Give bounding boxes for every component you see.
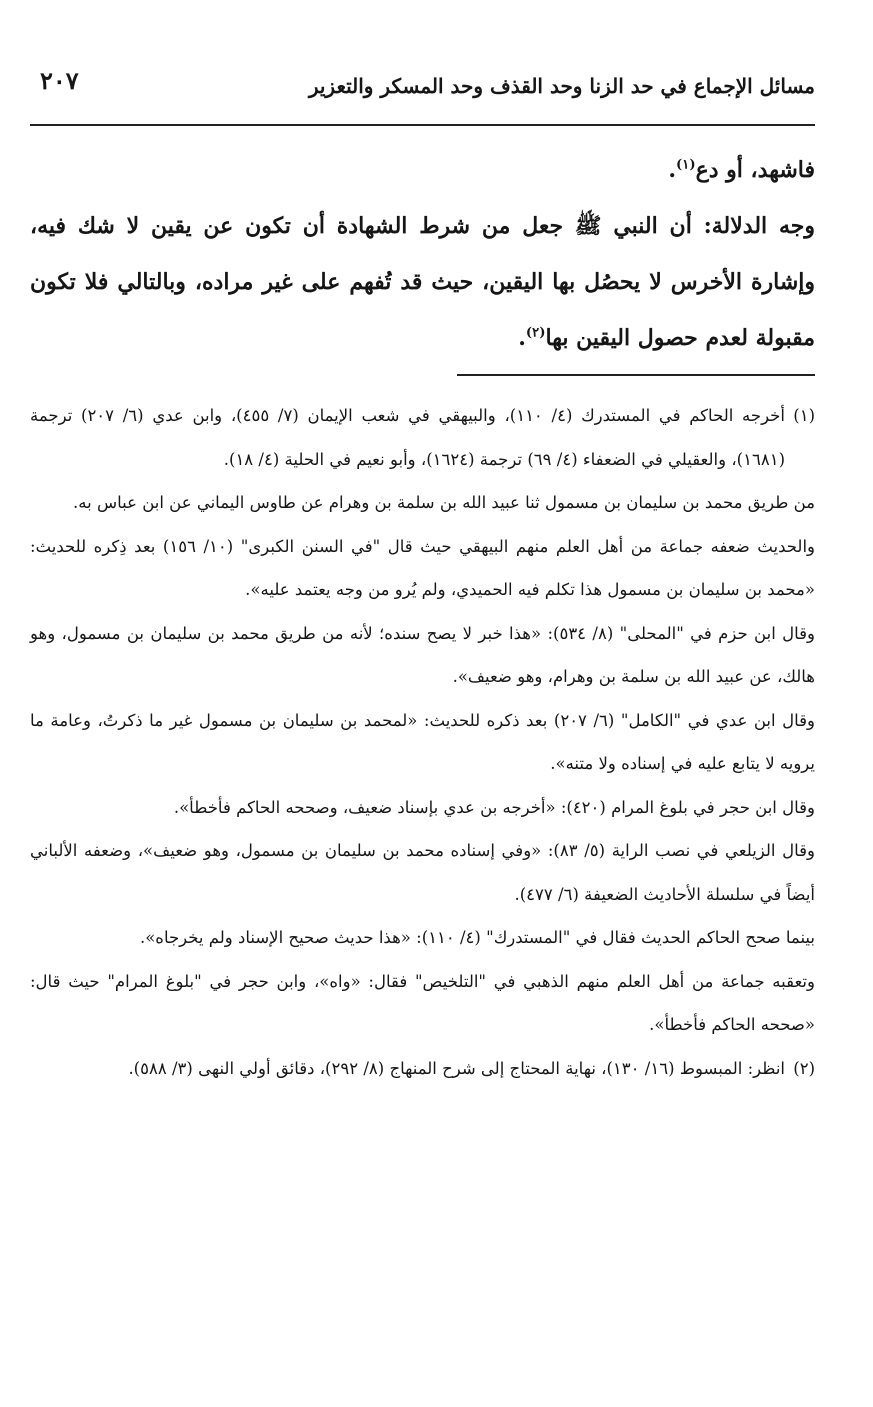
- footnotes: [30, 394, 815, 1090]
- header-divider: [30, 124, 815, 126]
- footnote-ref-1: (١): [675, 157, 696, 173]
- main-line-1-text: فاشهد، أو دع: [695, 157, 815, 183]
- header-title: مسائل الإجماع في حد الزنا وحد القذف وحد المسكر والتعزير: [308, 74, 815, 98]
- footnote-1-paragraph-9: وتعقبه جماعة من أهل العلم منهم الذهبي في "التلخيص" فقال: «واه»، وابن حجر في "بلوغ المرام" حيث قال: «صححه الحاكم فأخطأ».: [30, 971, 815, 1034]
- main-line-1: [30, 142, 815, 198]
- main-paragraph: [30, 198, 815, 366]
- evidence-end: .: [518, 325, 526, 351]
- footnote-1-paragraph-5: وقال ابن عدي في "الكامل" (٦/ ٢٠٧) بعد ذكره للحديث: «لمحمد بن سليمان بن مسمول غير ما ذكرتُ، وعامة ما يرويه لا يتابع عليه في إسناده ولا متنه».: [30, 710, 815, 773]
- footnote-ref-2: (٢): [525, 325, 546, 341]
- footnote-1-text: أخرجه الحاكم في المستدرك (٤/ ١١٠)، والبيهقي في شعب الإيمان (٧/ ٤٥٥)، وابن عدي (٦/ ٢٠٧) ترجمة (١٦٨١)، والعقيلي في الضعفاء (٤/ ٦٩) ترجمة (١٦٢٤)، وأبو نعيم في الحلية (٤/ ١٨).: [30, 406, 785, 469]
- footnote-1-paragraph-7: وقال الزيلعي في نصب الراية (٥/ ٨٣): «وفي إسناده محمد بن سليمان بن مسمول، وهو ضعيف»، وضعفه الألباني أيضاً في سلسلة الأحاديث الضعيفة (٦/ ٤٧٧).: [30, 841, 815, 904]
- footnote-1-paragraph-2: من طريق محمد بن سليمان بن مسمول ثنا عبيد الله بن سلمة بن وهرام عن طاوس اليماني عن ابن عباس به.: [73, 493, 815, 512]
- footnote-2-text: انظر: المبسوط (١٦/ ١٣٠)، نهاية المحتاج إلى شرح المنهاج (٨/ ٢٩٢)، دقائق أولي النهى (٣/ ٥٨٨).: [128, 1058, 785, 1078]
- evidence-label: وجه الدلالة:: [703, 213, 815, 239]
- running-header: [30, 62, 815, 102]
- footnote-1-paragraph-6: وقال ابن حجر في بلوغ المرام (٤٢٠): «أخرجه بن عدي بإسناد ضعيف، وصححه الحاكم فأخطأ».: [173, 797, 815, 817]
- footnote-1-paragraph-3: والحديث ضعفه جماعة من أهل العلم منهم البيهقي حيث قال "في السنن الكبرى" (١٠/ ١٥٦) بعد ذِكره للحديث: «محمد بن سليمان بن مسمول هذا تكلم فيه الحميدي، ولم يُرو من وجه يعتمد عليه».: [30, 536, 815, 599]
- footnote-1-paragraph-8: بينما صحح الحاكم الحديث فقال في "المستدرك" (٤/ ١١٠): «هذا حديث صحيح الإسناد ولم يخرجاه».: [139, 928, 815, 947]
- footnote-1: [30, 394, 815, 481]
- footnote-divider: [457, 374, 815, 376]
- evidence-text: أن النبي ﷺ جعل من شرط الشهادة أن تكون عن يقين لا شك فيه، وإشارة الأخرس لا يحصُل بها اليقين، حيث قد تُفهم على غير مراده، وبالتالي فلا تكون مقبولة لعدم حصول اليقين بها: [30, 213, 815, 351]
- main-text: [30, 142, 815, 366]
- footnote-2-number: (٢): [793, 1058, 815, 1078]
- page-number: ٢٠٧: [40, 66, 79, 95]
- footnote-1-paragraph-4: وقال ابن حزم في "المحلى" (٨/ ٥٣٤): «هذا خبر لا يصح سنده؛ لأنه من طريق محمد بن سليمان بن مسمول، وهو هالك، عن عبيد الله بن سلمة بن وهرام، وهو ضعيف».: [30, 623, 815, 686]
- footnote-1-number: (١): [793, 406, 815, 425]
- footnote-2: [30, 1047, 815, 1091]
- main-line-1-end: .: [668, 157, 676, 183]
